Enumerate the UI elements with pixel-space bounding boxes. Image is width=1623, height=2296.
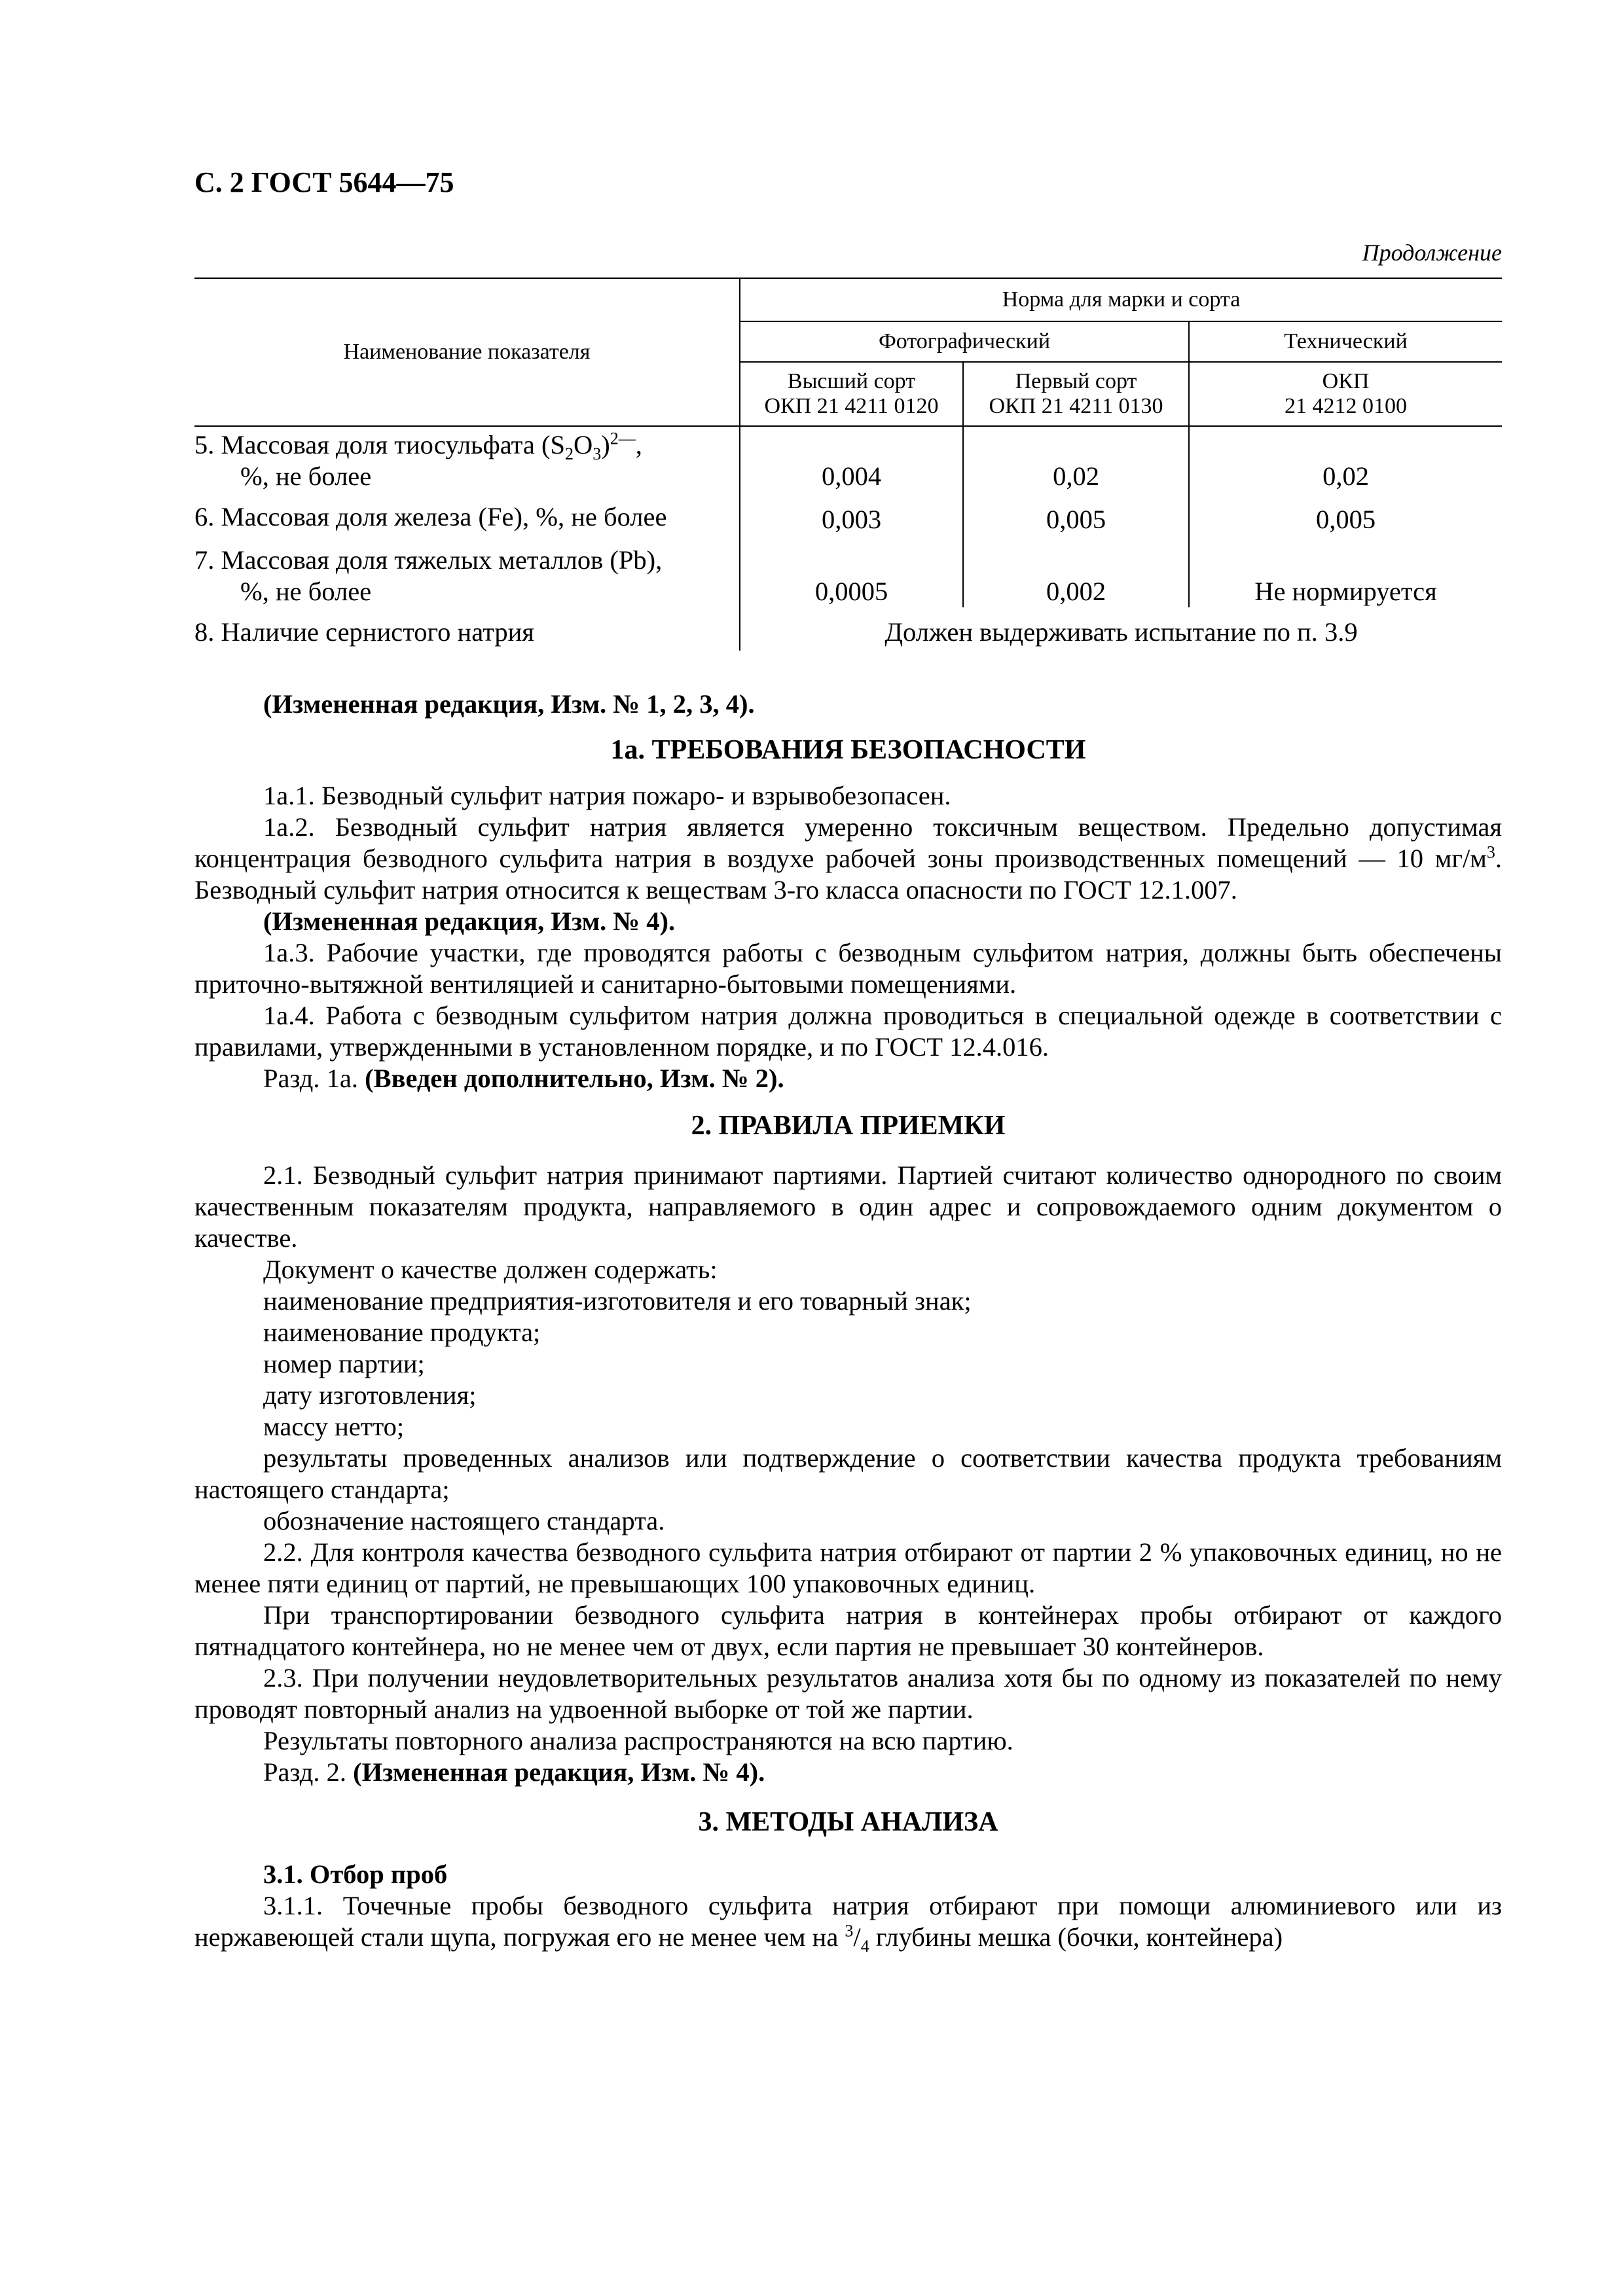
paragraph: Результаты повторного анализа распространяются на всю партию. <box>263 1726 1013 1755</box>
header-photo: Фотографический <box>740 321 1189 362</box>
row-value: 0,0005 <box>740 535 963 607</box>
row-value: 0,005 <box>1189 492 1502 535</box>
row-name: 8. Наличие сернистого натрия <box>194 617 534 647</box>
header-norm: Норма для марки и сорта <box>740 278 1502 321</box>
page-header: С. 2 ГОСТ 5644—75 <box>194 166 454 198</box>
table-row <box>194 607 1502 651</box>
row-value: 0,02 <box>1189 426 1502 492</box>
section-note: Разд. 2. (Измененная редакция, Изм. № 4). <box>263 1757 765 1787</box>
paragraph: 1а.3. Рабочие участки, где проводятся работы с безводным сульфитом натрия, должны быть обеспечены приточно-вытяжной вентиляцией и санитарно-бытовыми помещениями. <box>194 938 1502 999</box>
paragraph: 2.2. Для контроля качества безводного сульфита натрия отбирают от партии 2 % упаковочных единиц, но не менее пяти единиц от партий, не превышающих 100 упаковочных единиц. <box>194 1537 1502 1598</box>
list-item: наименование продукта; <box>263 1318 541 1347</box>
list-item: массу нетто; <box>263 1412 405 1441</box>
row-value: Не нормируется <box>1189 535 1502 607</box>
row-value: 0,004 <box>740 426 963 492</box>
header-indicator: Наименование показателя <box>194 278 740 426</box>
row-value: 0,003 <box>740 492 963 535</box>
section-heading-3: 3. МЕТОДЫ АНАЛИЗА <box>698 1807 998 1837</box>
row-value: 0,005 <box>963 492 1189 535</box>
paragraph: 1а.4. Работа с безводным сульфитом натрия должна проводиться в специальной одежде в соответствии с правилами, утвержденными в установленном порядке, и по ГОСТ 12.4.016. <box>194 1001 1502 1062</box>
header-tech: Технический <box>1189 321 1502 362</box>
list-item: номер партии; <box>263 1349 425 1378</box>
paragraph: 2.3. При получении неудовлетворительных результатов анализа хотя бы по одному из показателей по нему проводят повторный анализ на удвоенной выборке от той же партии. <box>194 1663 1502 1724</box>
row-merged-value: Должен выдерживать испытание по п. 3.9 <box>740 607 1502 651</box>
norms-table <box>194 278 1502 651</box>
document-body <box>194 689 1502 1956</box>
paragraph: 3.1.1. Точечные пробы безводного сульфита натрия отбирают при помощи алюминиевого или из нержавеющей стали щупа, погружая его не менее чем на $^3/_4$ глубины мешка (бочки, контейнера) <box>194 1891 1502 1956</box>
row-value: 0,02 <box>963 426 1189 492</box>
paragraph: 2.1. Безводный сульфит натрия принимают партиями. Партией считают количество однородного по своим качественным показателям продукта, направляемого в один адрес и сопровождаемого одним документом о качестве. <box>194 1160 1502 1253</box>
table-row <box>194 426 1502 492</box>
paragraph: 1а.1. Безводный сульфит натрия пожаро- и взрывобезопасен. <box>263 781 951 810</box>
header-grade-3: ОКП 21 4212 0100 <box>1189 362 1502 426</box>
row-value: 0,002 <box>963 535 1189 607</box>
edit-note: (Измененная редакция, Изм. № 4). <box>263 906 676 936</box>
paragraph: 1а.2. Безводный сульфит натрия является умеренно токсичным веществом. Предельно допустимая концентрация безводного сульфита натрия в воздухе рабочей зоны производственных помещений — 10 $мг/м^3$. Безводный сульфит натрия относится к веществам 3-го класса опасности по ГОСТ 12.1.007. <box>194 812 1502 905</box>
list-item: наименование предприятия-изготовителя и его товарный знак; <box>263 1286 972 1316</box>
section-heading-2: 2. ПРАВИЛА ПРИЕМКИ <box>691 1111 1006 1141</box>
list-item: обозначение настоящего стандарта. <box>263 1506 665 1535</box>
edit-note: (Измененная редакция, Изм. № 1, 2, 3, 4). <box>263 689 755 719</box>
list-item: результаты проведенных анализов или подтверждение о соответствии качества продукта требованиям настоящего стандарта; <box>194 1443 1502 1504</box>
table-row <box>194 535 1502 607</box>
table-row <box>194 492 1502 535</box>
header-grade-2: Первый сорт ОКП 21 4211 0130 <box>963 362 1189 426</box>
row-name: 6. Массовая доля железа (Fe), %, не более <box>194 502 667 531</box>
paragraph: Документ о качестве должен содержать: <box>263 1255 718 1284</box>
row-name: 5. Массовая доля тиосульфата $(S_2O_3)^{2—}$, %, не более <box>194 429 642 491</box>
list-item: дату изготовления; <box>263 1380 477 1410</box>
paragraph: При транспортировании безводного сульфита натрия в контейнерах пробы отбирают от каждого пятнадцатого контейнера, но не менее чем от двух, если партия не превышает 30 контейнеров. <box>194 1600 1502 1661</box>
continuation-label: Продолжение <box>1362 240 1502 266</box>
section-note: Разд. 1а. (Введен дополнительно, Изм. № 2). <box>263 1064 784 1093</box>
section-heading-1a: 1а. ТРЕБОВАНИЯ БЕЗОПАСНОСТИ <box>610 735 1086 765</box>
header-grade-1: Высший сорт ОКП 21 4211 0120 <box>740 362 963 426</box>
subsection-heading: 3.1. Отбор проб <box>263 1859 448 1889</box>
row-name: 7. Массовая доля тяжелых металлов (Pb), %, не более <box>194 545 663 606</box>
